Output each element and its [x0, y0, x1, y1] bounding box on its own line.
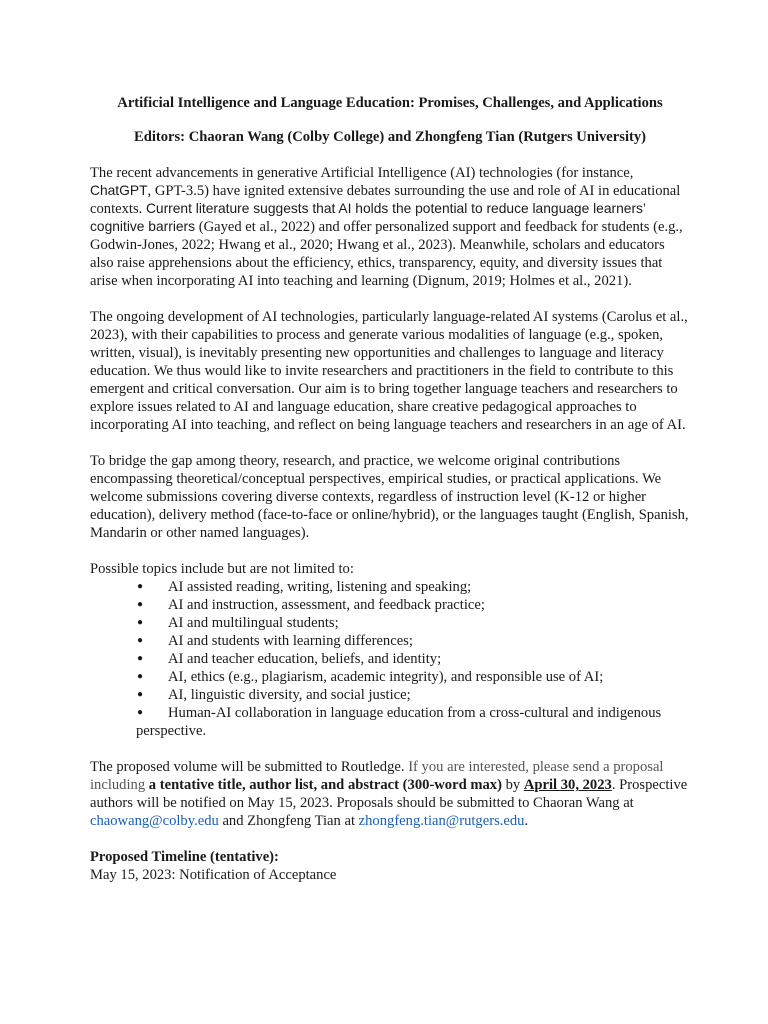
list-item	[90, 578, 690, 596]
submission-deadline: April 30, 2023	[523, 777, 612, 793]
topic-text: AI and instruction, assessment, and feedback practice;	[168, 597, 485, 613]
bullet-icon: ●	[137, 581, 144, 592]
bullet-icon: ●	[137, 599, 144, 610]
timeline-item: May 15, 2023: Notification of Acceptance	[90, 867, 337, 883]
submission-text-d: by	[501, 777, 524, 793]
submission-text-a: The proposed volume will be submitted to Routledge.	[90, 759, 409, 775]
list-item	[90, 668, 690, 686]
submission-text-f: . Prospective authors will be notified on May 15, 2023. Proposals should be submitted to Chaoran Wang at	[90, 777, 688, 811]
list-item	[90, 632, 690, 650]
bullet-icon: ●	[137, 635, 144, 646]
topic-text: AI assisted reading, writing, listening and speaking;	[168, 579, 472, 595]
paragraph-development: The ongoing development of AI technologies, particularly language-related AI systems (Carolus et al., 2023), with their capabilities to process and generate various modalities of language (e.g., spoken, written, visual), is inevitably presenting new opportunities and challenges to language and literacy education. We thus would like to invite researchers and practitioners in the field to contribute to this emergent and critical conversation. Our aim is to bring together language teachers and researchers to explore issues related to AI and language education, share creative pedagogical approaches to incorporating AI into teaching, and reflect on being language teachers and researchers in an age of AI.	[90, 309, 688, 433]
document-page	[90, 94, 690, 884]
paragraph-submission	[90, 758, 690, 830]
topic-text: AI, ethics (e.g., plagiarism, academic integrity), and responsible use of AI;	[168, 669, 604, 685]
list-item	[90, 704, 690, 740]
topic-text: AI and multilingual students;	[168, 615, 339, 631]
topics-list	[90, 578, 690, 740]
list-item	[90, 650, 690, 668]
submission-text-b: If you are interested, please send a proposal including	[90, 759, 664, 793]
topic-text: AI, linguistic diversity, and social justice;	[168, 687, 411, 703]
document-title: Artificial Intelligence and Language Education: Promises, Challenges, and Applications	[117, 95, 663, 111]
submission-requirements: a tentative title, author list, and abstract (300-word max)	[148, 777, 502, 793]
topic-text: AI and teacher education, beliefs, and identity;	[168, 651, 442, 667]
p1-text-a: The recent advancements in generative Artificial Intelligence (AI) technologies (for instance,	[90, 165, 634, 181]
paragraph-bridge: To bridge the gap among theory, research, and practice, we welcome original contributions encompassing theoretical/conceptual perspectives, empirical studies, or practical applications. We welcome submissions covering diverse contexts, regardless of instruction level (K-12 or higher education), delivery method (face-to-face or online/hybrid), or the languages taught (English, Spanish, Mandarin or other named languages).	[90, 453, 689, 541]
p1-text-d: (Gayed et al., 2022) and offer personalized support and feedback for students (e.g., Godwin-Jones, 2022; Hwang et al., 2020; Hwang et al., 2023). Meanwhile, scholars and educators also raise apprehensions about the efficiency, ethics, transparency, equity, and diversity issues that arise when incorporating AI into teaching and learning (Dignum, 2019; Holmes et al., 2021).	[90, 219, 683, 289]
submission-text-g: and Zhongfeng Tian at	[218, 813, 359, 829]
bullet-icon: ●	[137, 689, 144, 700]
p1-chatgpt: ChatGPT	[90, 183, 148, 198]
topic-text-continued: perspective.	[136, 723, 207, 739]
topics-intro: Possible topics include but are not limited to:	[90, 561, 354, 577]
bullet-icon: ●	[137, 653, 144, 664]
list-item	[90, 596, 690, 614]
bullet-icon: ●	[137, 617, 144, 628]
p1-text-b: , GPT-3.5) have ignited extensive debates surrounding the use and role of AI in educational contexts.	[90, 183, 681, 217]
list-item	[90, 614, 690, 632]
editors-line: Editors: Chaoran Wang (Colby College) and Zhongfeng Tian (Rutgers University)	[133, 129, 647, 145]
topic-text: Human-AI collaboration in language education from a cross-cultural and indigenous	[168, 705, 662, 721]
email-link-chaoran[interactable]: chaowang@colby.edu	[90, 813, 219, 829]
submission-text-h: .	[524, 813, 529, 829]
p1-text-c: Current literature suggests that AI holds the potential to reduce language learners’ cognitive barriers	[90, 201, 646, 234]
paragraph-intro	[90, 164, 690, 290]
timeline-heading: Proposed Timeline (tentative):	[90, 849, 279, 865]
email-link-zhongfeng[interactable]: zhongfeng.tian@rutgers.edu	[358, 813, 525, 829]
list-item	[90, 686, 690, 704]
bullet-icon: ●	[137, 671, 144, 682]
bullet-icon: ●	[137, 707, 144, 718]
topic-text: AI and students with learning differences;	[168, 633, 413, 649]
